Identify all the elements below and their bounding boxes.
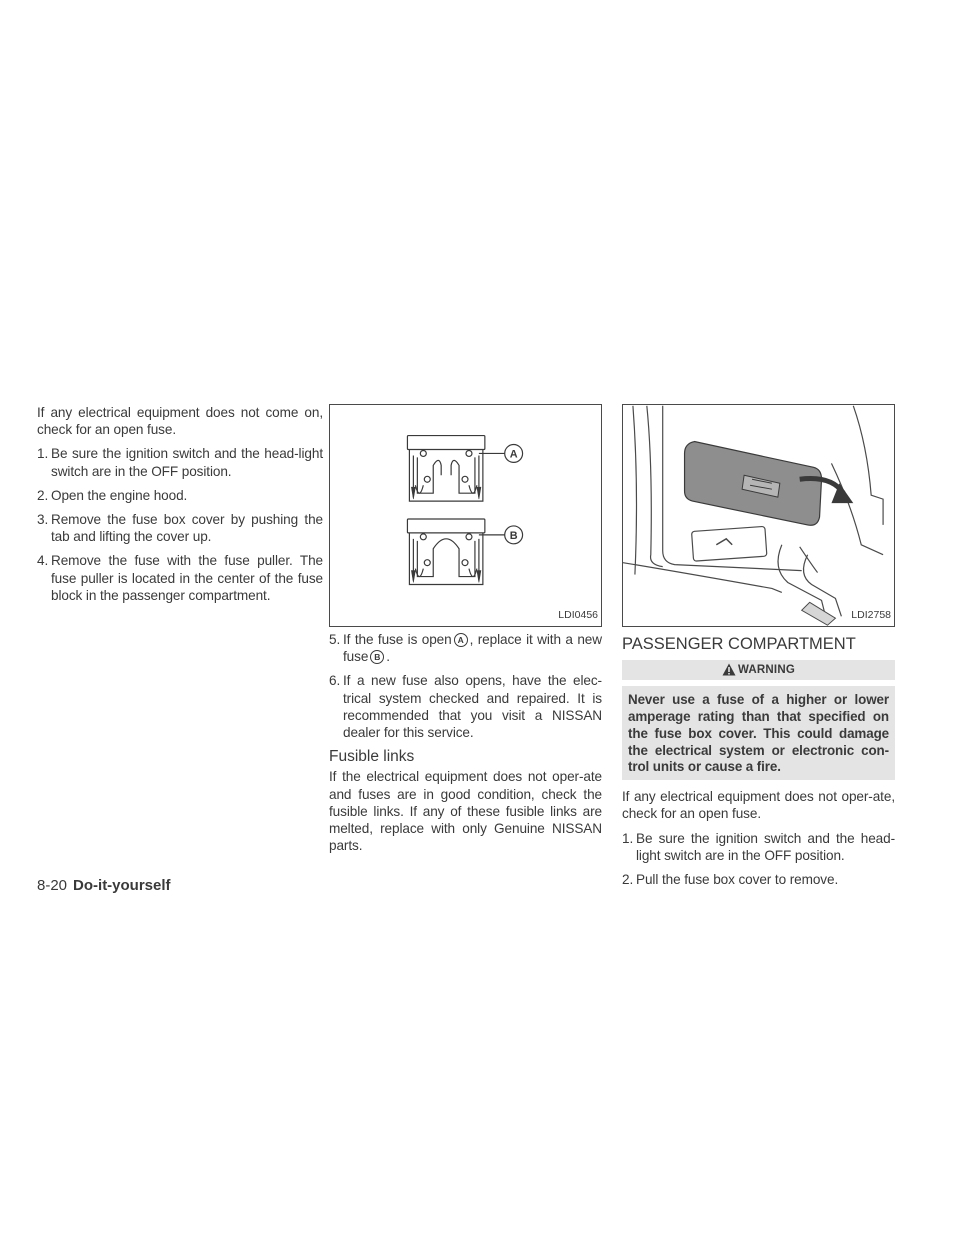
ref-b-icon: B xyxy=(370,650,384,664)
page-number: 8-20 xyxy=(37,877,68,894)
engine-fuse-steps xyxy=(37,445,323,604)
page-footer xyxy=(37,877,171,894)
intro-paragraph: If any electrical equipment does not come on, check for an open fuse. xyxy=(37,405,323,438)
callout-b: B xyxy=(509,529,518,542)
callout-a: A xyxy=(509,448,518,461)
warning-text: Never use a fuse of a higher or lower amperage rating than that specified on the fuse box cover. This could damage the electrical system or electronic con-trol units or cause a fire. xyxy=(622,686,895,780)
column-middle xyxy=(329,404,602,861)
warning-title: WARNING xyxy=(738,664,795,677)
list-item: 4. Remove the fuse with the fuse puller. The fuse puller is located in the center of the fuse block in the passenger compartment. xyxy=(37,553,323,603)
column-right xyxy=(622,404,895,895)
fusible-links-paragraph: If the electrical equipment does not oper-ate and fuses are in good condition, check the fusible links. If any of these fusible links are melted, replace with only Genuine NISSAN parts. xyxy=(329,769,602,854)
list-item: 2. Pull the fuse box cover to remove. xyxy=(622,872,839,887)
figure-code: LDI2758 xyxy=(851,608,891,621)
figure-code: LDI0456 xyxy=(558,608,598,621)
fuse-box-drawing xyxy=(623,405,894,626)
section-name: Do-it-yourself xyxy=(73,877,171,894)
list-item: 2. Open the engine hood. xyxy=(37,487,188,503)
column-left xyxy=(37,404,323,611)
intro-paragraph: If any electrical equipment does not oper-ate, check for an open fuse. xyxy=(622,789,895,822)
warning-header xyxy=(622,660,895,680)
section-heading: PASSENGER COMPARTMENT xyxy=(622,635,856,653)
section-heading: Fusible links xyxy=(329,748,415,766)
list-item: 1. Be sure the ignition switch and the head-light switch are in the OFF position. xyxy=(622,830,895,863)
fuse-illustration xyxy=(329,404,602,627)
fuse-replace-steps xyxy=(329,631,602,741)
warning-icon xyxy=(722,663,736,676)
fuse-drawing xyxy=(330,405,601,626)
list-item: 6. If a new fuse also opens, have the elec-trical system checked and repaired. It is recommended that you visit a NISSAN dealer for this service. xyxy=(329,673,602,741)
list-item: 3. Remove the fuse box cover by pushing the tab and lifting the cover up. xyxy=(37,512,323,545)
list-item: 1. Be sure the ignition switch and the head-light switch are in the OFF position. xyxy=(37,446,323,479)
ref-a-icon: A xyxy=(454,633,468,647)
list-item: 5. If the fuse is open A , replace it with a new fuse B . xyxy=(329,632,602,665)
fuse-box-cover-illustration xyxy=(622,404,895,627)
passenger-fuse-steps xyxy=(622,830,895,889)
